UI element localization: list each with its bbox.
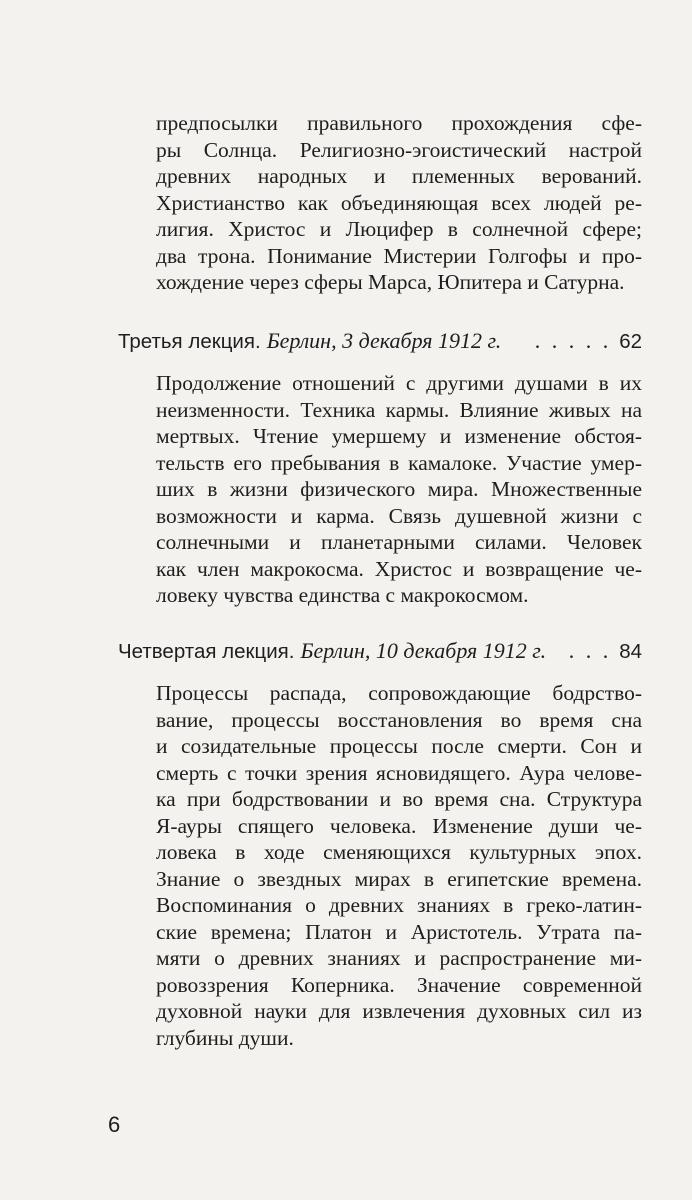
text-line: лигия. Христос и Люцифер в солнечной сфере; <box>156 217 642 241</box>
lecture-place-date: Берлин, 3 декабря 1912 г. <box>266 328 502 353</box>
text-line: ка при бодрствовании и во время сна. Структура <box>156 787 642 811</box>
lecture3-heading <box>118 327 642 356</box>
text-line: ские времена; Платон и Аристотель. Утрата па- <box>156 919 642 944</box>
text-line: смерть с точки зрения ясновидящего. Аура челове- <box>156 760 642 785</box>
text-line: глубины души. <box>156 1025 294 1050</box>
text-line: ры Солнца. Религиозно-эгоистический настрой <box>156 137 642 162</box>
text-line: тельств его пребывания в камалоке. Участие умер- <box>156 450 642 475</box>
text-line: и созидательные процессы после смерти. Сон и <box>156 734 642 758</box>
text-line: вание, процессы восстановления во время сна <box>156 707 642 732</box>
text-line: Воспоминания о древних знаниях в греко-латин- <box>156 893 642 917</box>
text-line: духовной науки для извлечения духовных сил из <box>156 999 642 1023</box>
text-line: Христианство как объединяющая всех людей ре- <box>156 190 642 215</box>
section1-description <box>156 110 642 296</box>
text-line: Знание о звездных мирах в египетские времена. <box>156 866 642 891</box>
text-line: Продолжение отношений с другими душами в их <box>156 371 642 395</box>
lecture-place-date: Берлин, 10 декабря 1912 г. <box>300 638 547 663</box>
lecture-title: Третья лекция. <box>118 330 261 353</box>
text-line: ших в жизни физического мира. Множественные <box>156 477 642 501</box>
text-line: Я-ауры спящего человека. Изменение души че- <box>156 813 642 838</box>
text-line: два трона. Понимание Мистерии Голгофы и про- <box>156 243 642 268</box>
lecture3-description <box>156 370 642 609</box>
leader-dots: . . . . . <box>534 328 612 353</box>
text-line: ровоззрения Коперника. Значение современной <box>156 972 642 997</box>
text-line: солнечными и планетарными силами. Человек <box>156 530 642 554</box>
text-line: ловека в ходе сменяющихся культурных эпох. <box>156 840 642 864</box>
text-line: хождение через сферы Марса, Юпитера и Сатурна. <box>156 270 625 294</box>
text-line: как член макрокосма. Христос и возвращение че- <box>156 556 642 581</box>
text-line: ловеку чувства единства с макрокосмом. <box>156 583 529 607</box>
lecture-page-number: 62 <box>619 330 642 353</box>
lecture4-heading <box>118 637 642 666</box>
lecture-page-number: 84 <box>619 640 642 663</box>
lecture-title: Четвертая лекция. <box>118 640 295 663</box>
text-line: мертвых. Чтение умершему и изменение обстоя- <box>156 424 642 448</box>
text-line: предпосылки правильного прохождения сфе- <box>156 111 642 135</box>
text-line: Процессы распада, сопровождающие бодрство- <box>156 681 642 705</box>
text-line: неизменности. Техника кармы. Влияние живых на <box>156 397 642 422</box>
leader-dots: . . . <box>568 638 612 663</box>
text-line: древних народных и племенных верований. <box>156 164 642 188</box>
page-number: 6 <box>108 1112 121 1137</box>
text-line: возможности и карма. Связь душевной жизни с <box>156 503 642 528</box>
text-line: мяти о древних знаниях и распространение ми- <box>156 946 642 970</box>
lecture4-description <box>156 680 642 1051</box>
